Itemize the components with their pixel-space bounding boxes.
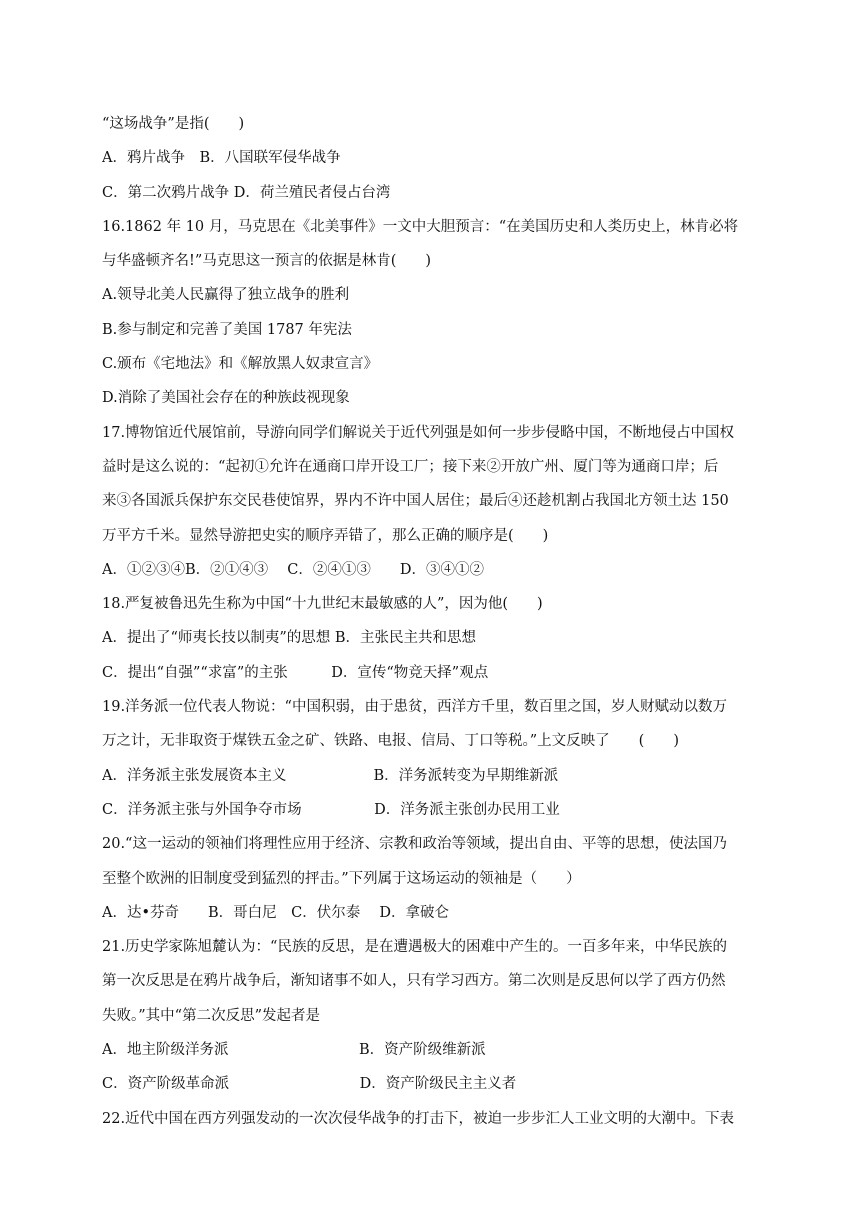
question-22-stem: 22.近代中国在西方列强发动的一次次侵华战争的打击下，被迫一步步汇人工业文明的大潮中。下表 <box>102 1110 735 1127</box>
question-21-stem: 21.历史学家陈旭麓认为：“民族的反思，是在遭遇极大的困难中产生的。一百多年来，中华民族的 <box>102 939 727 956</box>
question-18-options-ab: A．提出了“师夷长技以制夷”的思想 B．主张民主共和思想 <box>102 630 477 647</box>
question-17-stem: 万平方千米。显然导游把史实的顺序弄错了，那么正确的顺序是( ) <box>102 527 549 544</box>
question-21-options-cd: C．资产阶级革命派 D．资产阶级民主主义者 <box>102 1076 517 1093</box>
question-20-options: A．达•芬奇 B．哥白尼 C．伏尔泰 D．拿破仑 <box>102 904 450 921</box>
question-20-stem: 20.“这一运动的领袖们将理性应用于经济、宗教和政治等领域，提出自由、平等的思想，使法国乃 <box>102 836 727 853</box>
question-16-stem: 与华盛顿齐名!”马克思这一预言的依据是林肯( ) <box>102 253 432 270</box>
question-16-stem: 16.1862 年 10 月，马克思在《北美事件》一文中大胆预言：“在美国历史和人类历史上，林肯必将 <box>102 218 739 235</box>
question-15-options-cd: C．第二次鸦片战争 D．荷兰殖民者侵占台湾 <box>102 184 391 201</box>
question-18-options-cd: C．提出“自强”“求富”的主张 D．宣传“物竞天择”观点 <box>102 664 489 681</box>
question-15-stem-end: “这场战争”是指( ) <box>102 116 245 132</box>
question-19-stem: 19.洋务派一位代表人物说：“中国积弱，由于患贫，西洋方千里，数百里之国，岁人财赋动以数万 <box>102 699 727 716</box>
question-17-stem: 益时是这么说的：“起初①允许在通商口岸开设工厂；接下来②开放广州、厦门等为通商口岸；后 <box>102 458 719 475</box>
question-21-options-ab: A．地主阶级洋务派 B．资产阶级维新派 <box>102 1042 486 1059</box>
exam-page <box>102 107 762 1136</box>
question-16-option-a: A.领导北美人民赢得了独立战争的胜利 <box>102 287 350 304</box>
question-19-options-ab: A．洋务派主张发展资本主义 B．洋务派转变为早期维新派 <box>102 767 559 784</box>
question-21-stem: 第一次反思是在鸦片战争后，渐知诸事不如人，只有学习西方。第二次则是反思何以学了西方仍然 <box>102 973 726 990</box>
question-15-options-ab: A．鸦片战争 B．八国联军侵华战争 <box>102 150 341 167</box>
question-18-stem: 18.严复被鲁迅先生称为中国“十九世纪末最敏感的人”，因为他( ) <box>102 596 543 613</box>
question-19-stem: 万之计，无非取资于煤铁五金之矿、铁路、电报、信局、丁口等税。”上文反映了 ( ) <box>102 733 679 750</box>
question-16-option-b: B.参与制定和完善了美国 1787 年宪法 <box>102 321 352 338</box>
question-19-options-cd: C．洋务派主张与外国争夺市场 D．洋务派主张创办民用工业 <box>102 801 560 818</box>
question-21-stem: 失败。”其中“第二次反思”发起者是 <box>102 1007 320 1024</box>
question-16-option-d: D.消除了美国社会存在的种族歧视现象 <box>102 390 350 407</box>
question-17-stem: 来③各国派兵保护东交民巷使馆界，界内不许中国人居住；最后④还趁机割占我国北方领土达 150 <box>102 493 729 510</box>
question-17-stem: 17.博物馆近代展馆前，导游向同学们解说关于近代列强是如何一步步侵略中国，不断地侵占中国权 <box>102 424 735 441</box>
question-17-options: A．①②③④B．②①④③ C．②④①③ D．③④①② <box>102 561 484 578</box>
question-16-option-c: C.颁布《宅地法》和《解放黑人奴隶宣言》 <box>102 356 379 373</box>
question-20-stem: 至整个欧洲的旧制度受到猛烈的抨击。”下列属于这场运动的领袖是（ ） <box>102 870 581 887</box>
